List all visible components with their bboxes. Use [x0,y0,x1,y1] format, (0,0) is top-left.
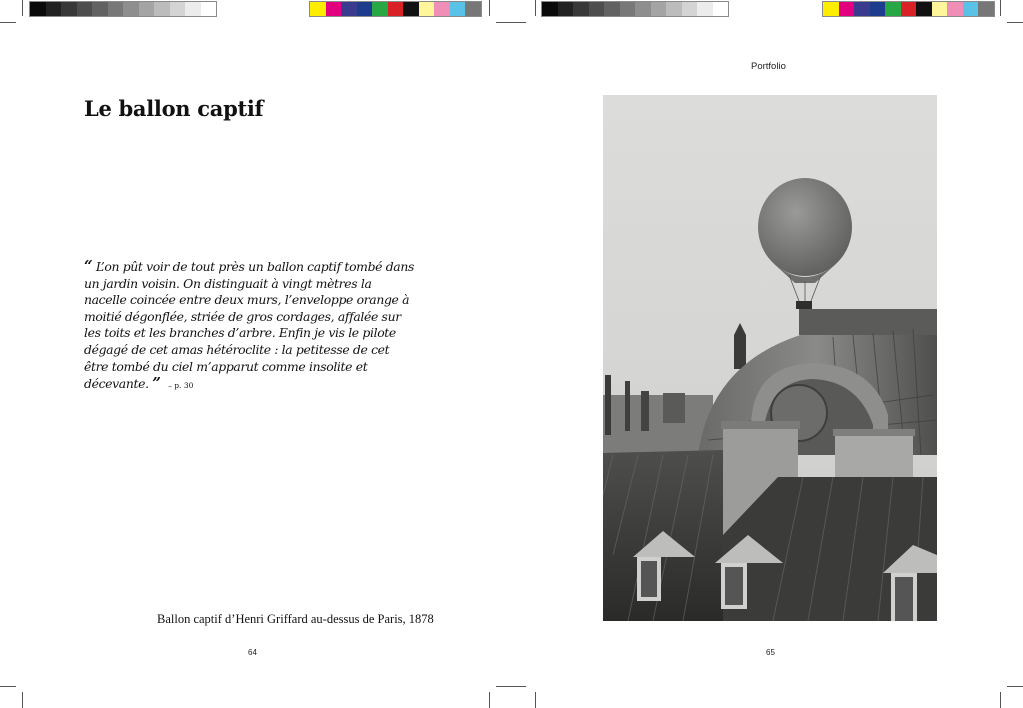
color-swatch [388,2,404,16]
color-swatch [542,2,558,16]
photo-caption: Ballon captif d’Henri Griffard au-dessus de Paris, 1878 [157,612,434,626]
color-swatch [978,2,994,16]
color-swatch [326,2,342,16]
color-swatch [854,2,870,16]
color-swatch [604,2,620,16]
crop-mark [1007,22,1023,23]
crop-mark [0,22,16,23]
color-swatch [77,2,93,16]
color-swatch [823,2,839,16]
crop-mark [1000,0,1001,16]
crop-mark [496,22,526,23]
balloon-over-rooftops-photo [603,95,937,621]
color-swatch [573,2,589,16]
color-swatch [372,2,388,16]
color-swatch [46,2,62,16]
color-swatch [589,2,605,16]
color-swatch [885,2,901,16]
page-reference: – p. 30 [168,381,194,391]
color-swatch [434,2,450,16]
color-swatch [170,2,186,16]
color-swatch [123,2,139,16]
gray-bar-left [29,1,217,17]
open-quote-mark: “ [84,257,93,275]
color-swatch [185,2,201,16]
color-bar-left [309,1,482,17]
crop-mark [22,0,23,16]
color-swatch [620,2,636,16]
page-number-right: 65 [766,648,775,657]
color-swatch [357,2,373,16]
color-swatch [932,2,948,16]
crop-mark [535,0,536,16]
color-swatch [341,2,357,16]
crop-mark [22,692,23,708]
gray-bar-right [541,1,729,17]
color-swatch [92,2,108,16]
color-swatch [465,2,481,16]
page-title: Le ballon captif [84,96,264,121]
crop-mark [1000,692,1001,708]
color-swatch [310,2,326,16]
color-swatch [403,2,419,16]
page-number-left: 64 [248,648,257,657]
crop-mark [0,686,16,687]
color-swatch [450,2,466,16]
color-swatch [666,2,682,16]
color-swatch [651,2,667,16]
color-swatch [963,2,979,16]
color-swatch [154,2,170,16]
color-swatch [635,2,651,16]
color-bar-right [822,1,995,17]
quote-block [84,258,414,395]
close-quote-mark: ” [152,374,161,393]
color-swatch [870,2,886,16]
quote-text: L’on pût voir de tout près un ballon captif tombé dans un jardin voisin. On distinguait à vingt mètres la nacelle coincée entre deux murs, l’enveloppe orange à moitié dégonflée, striée de gros cordages, affalée sur les toits et les branches d’arbre. Enfin je vis le pilote dégagé de cet amas hétéroclite : la petitesse de cet être tombé du ciel m’apparut comme insolite et décevante. [84,259,414,392]
color-swatch [839,2,855,16]
crop-mark [496,686,526,687]
color-swatch [697,2,713,16]
crop-mark [489,692,490,708]
section-header: Portfolio [751,61,786,72]
color-swatch [201,2,217,16]
crop-mark [489,0,490,16]
color-swatch [419,2,435,16]
color-swatch [30,2,46,16]
color-swatch [682,2,698,16]
color-swatch [558,2,574,16]
crop-mark [1007,686,1023,687]
color-swatch [916,2,932,16]
color-swatch [713,2,729,16]
crop-mark [535,692,536,708]
color-swatch [901,2,917,16]
color-swatch [61,2,77,16]
color-swatch [139,2,155,16]
color-swatch [108,2,124,16]
color-swatch [947,2,963,16]
